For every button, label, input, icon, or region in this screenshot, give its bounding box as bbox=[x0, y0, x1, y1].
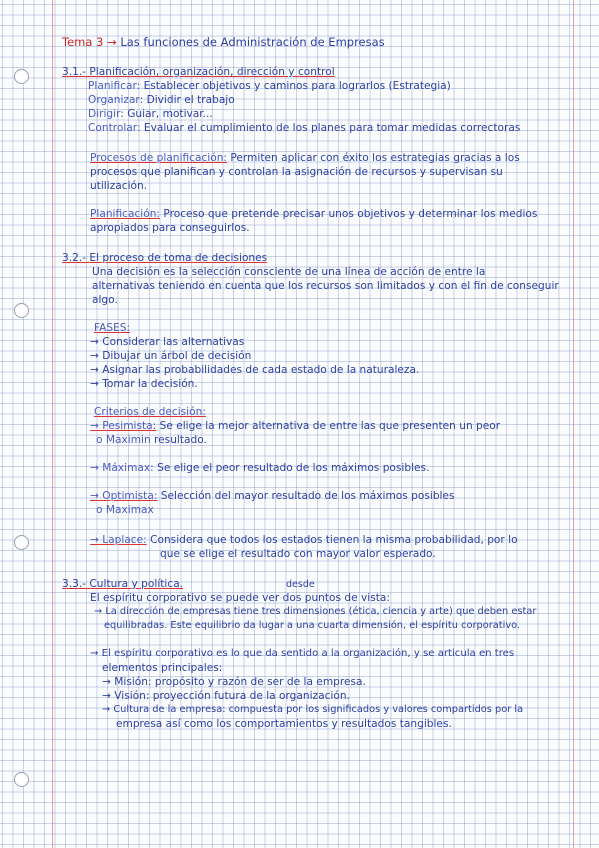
binder-hole-3 bbox=[14, 535, 29, 550]
criterio-laplace-cont: que se elige el resultado con mayor valor esperado. bbox=[160, 548, 436, 560]
fases-label: FASES: bbox=[94, 322, 131, 334]
title-arrow: → bbox=[107, 35, 117, 49]
cultura-line-7: → Visión: proyección futura de la organización. bbox=[102, 690, 350, 702]
criterio-pesimista: → Pesimista: Se elige la mejor alternativa de entre las que presenten un peor bbox=[90, 420, 501, 432]
cultura-line-1: El espíritu corporativo se puede ver dos puntos de vista: bbox=[90, 592, 390, 604]
margin-line-left bbox=[52, 0, 53, 848]
page-title bbox=[62, 36, 385, 48]
procesos-planificacion-line-2: procesos que planifican y controlan la asignación de recursos y supervisan su bbox=[90, 166, 503, 178]
margin-line-right bbox=[573, 0, 574, 848]
criterio-maximax: o Maximax bbox=[96, 504, 154, 516]
fase-4: → Tomar la decisión. bbox=[90, 378, 198, 390]
cultura-line-2: → La dirección de empresas tiene tres dimensiones (ética, ciencia y arte) que deben estar bbox=[94, 606, 537, 617]
insert-desde: desde bbox=[286, 579, 315, 590]
criterio-laplace: → Laplace: Considera que todos los estados tienen la misma probabilidad, por lo bbox=[90, 534, 518, 546]
cultura-line-8: → Cultura de la empresa: compuesta por los significados y valores compartidos por la bbox=[102, 704, 524, 715]
cultura-line-4: → El espíritu corporativo es lo que da sentido a la organización, y se articula en tres bbox=[90, 648, 515, 659]
fase-1: → Considerar las alternativas bbox=[90, 336, 245, 348]
section-3-1-heading: 3.1.- Planificación, organización, dirección y control bbox=[62, 66, 335, 78]
decision-intro-line-1: Una decisión es la selección consciente de una línea de acción de entre la bbox=[92, 266, 486, 278]
fase-2: → Dibujar un árbol de decisión bbox=[90, 350, 252, 362]
title-text: Las funciones de Administración de Empresas bbox=[120, 35, 385, 49]
criterio-maximin: o Maximin resultado. bbox=[96, 434, 207, 446]
criterio-maximax-line: → Máximax: Se elige el peor resultado de los máximos posibles. bbox=[90, 462, 430, 474]
cultura-line-9: empresa así como los comportamientos y resultados tangibles. bbox=[116, 718, 452, 730]
binder-hole-2 bbox=[14, 303, 29, 318]
planificacion-line-2: apropiados para conseguirlos. bbox=[90, 222, 250, 234]
procesos-planificacion-line-3: utilización. bbox=[90, 180, 148, 192]
section-3-2-heading: 3.2.- El proceso de toma de decisiones bbox=[62, 252, 268, 264]
binder-hole-4 bbox=[14, 772, 29, 787]
item-organizar: Organizar: Dividir el trabajo bbox=[88, 94, 235, 106]
procesos-planificacion-line-1: Procesos de planificación: Permiten aplicar con éxito los estrategias gracias a los bbox=[90, 152, 520, 164]
decision-intro-line-2: alternativas teniendo en cuenta que los recursos son limitados y con el fin de conseguir bbox=[92, 280, 559, 292]
title-number: Tema 3 bbox=[62, 35, 104, 49]
cultura-line-5: elementos principales: bbox=[102, 662, 223, 674]
fase-3: → Asignar las probabilidades de cada estado de la naturaleza. bbox=[90, 364, 420, 376]
item-dirigir: Dirigir: Guiar, motivar... bbox=[88, 108, 213, 120]
planificacion-line-1: Planificación: Proceso que pretende precisar unos objetivos y determinar los medios bbox=[90, 208, 538, 220]
cultura-line-3: equilibradas. Este equilibrio da lugar a una cuarta dimensión, el espíritu corporativo. bbox=[104, 620, 521, 631]
decision-intro-line-3: algo. bbox=[92, 294, 118, 306]
criterios-label: Criterios de decisión: bbox=[94, 406, 206, 418]
cultura-line-6: → Misión: propósito y razón de ser de la empresa. bbox=[102, 676, 366, 688]
section-3-3-heading: 3.3.- Cultura y política. bbox=[62, 578, 184, 590]
criterio-optimista: → Optimista: Selección del mayor resultado de los máximos posibles bbox=[90, 490, 455, 502]
item-controlar: Controlar: Evaluar el cumplimiento de los planes para tomar medidas correctoras bbox=[88, 122, 521, 134]
binder-hole-1 bbox=[14, 69, 29, 84]
item-planificar: Planificar: Establecer objetivos y caminos para lograrlos (Estrategia) bbox=[88, 80, 451, 92]
